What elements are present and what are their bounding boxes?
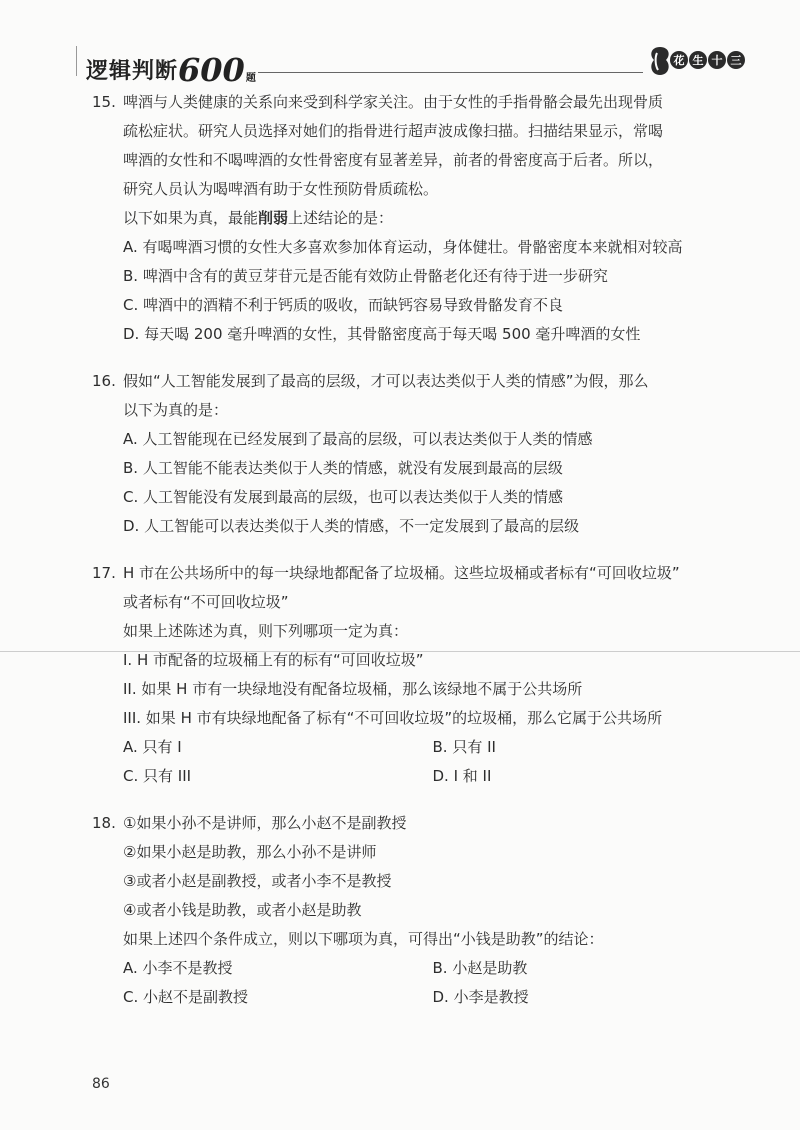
question-stem-line xyxy=(92,559,742,588)
question-stem-line: 以下为真的是： xyxy=(123,401,229,419)
answer-option: D. 每天喝 200 毫升啤酒的女性，其骨骼密度高于每天喝 500 毫升啤酒的女性 xyxy=(123,325,641,343)
question-17 xyxy=(92,559,742,791)
question-prompt: 如果上述陈述为真，则下列哪项一定为真： xyxy=(123,622,409,640)
answer-option: A. 有喝啤酒习惯的女性大多喜欢参加体育运动，身体健壮。骨骼密度本来就相对较高 xyxy=(123,238,683,256)
answer-option: B. 只有 II xyxy=(432,738,496,756)
question-stem-line: ④或者小钱是助教，或者小赵是助教 xyxy=(123,901,362,919)
question-stem-text: 啤酒与人类健康的关系向来受到科学家关注。由于女性的手指骨骼会最先出现骨质 xyxy=(123,93,664,111)
book-title-text: 逻辑判断 xyxy=(86,59,179,84)
question-stem-text: 假如“人工智能发展到了最高的层级，才可以表达类似于人类的情感”为假，那么 xyxy=(123,372,649,390)
answer-option: D. 小李是教授 xyxy=(432,988,529,1006)
answer-option: B. 小赵是助教 xyxy=(432,959,528,977)
question-stem-text: H 市在公共场所中的每一块绿地都配备了垃圾桶。这些垃圾桶或者标有“可回收垃圾” xyxy=(123,564,680,582)
answer-option-row xyxy=(92,983,742,1012)
answer-option-row xyxy=(92,762,742,791)
question-stem-line: 或者标有“不可回收垃圾” xyxy=(123,593,289,611)
answer-option-row xyxy=(92,954,742,983)
answer-option: A. 人工智能现在已经发展到了最高的层级，可以表达类似于人类的情感 xyxy=(123,430,593,448)
answer-option: C. 只有 III xyxy=(123,767,192,785)
peanut-icon xyxy=(645,45,675,75)
question-prompt: 如果上述四个条件成立，则以下哪项为真，可得出“小钱是助教”的结论： xyxy=(123,930,604,948)
answer-option: D. I 和 II xyxy=(432,767,492,785)
brand-char: 生 xyxy=(689,51,707,69)
question-stem-line: ②如果小赵是助教，那么小孙不是讲师 xyxy=(123,843,377,861)
header-left-rule xyxy=(76,46,77,76)
question-stem-line xyxy=(92,88,742,117)
answer-option: C. 人工智能没有发展到最高的层级，也可以表达类似于人类的情感 xyxy=(123,488,564,506)
statement: III. 如果 H 市有块绿地配备了标有“不可回收垃圾”的垃圾桶，那么它属于公共场所 xyxy=(123,709,663,727)
answer-option: D. 人工智能可以表达类似于人类的情感，不一定发展到了最高的层级 xyxy=(123,517,580,535)
answer-option: C. 小赵不是副教授 xyxy=(123,988,249,1006)
brand-text xyxy=(669,51,745,69)
question-stem-line: 啤酒的女性和不喝啤酒的女性骨密度有显著差异，前者的骨密度高于后者。所以， xyxy=(123,151,664,169)
answer-option: B. 人工智能不能表达类似于人类的情感，就没有发展到最高的层级 xyxy=(123,459,563,477)
page-number: 86 xyxy=(92,1076,110,1092)
question-18 xyxy=(92,809,742,1012)
question-number: 15. xyxy=(92,93,116,111)
header-rule xyxy=(258,72,643,73)
book-title-number: 600 xyxy=(178,51,245,89)
book-title-suffix: 题 xyxy=(245,73,257,84)
question-prompt xyxy=(92,204,742,233)
answer-option: B. 啤酒中含有的黄豆芽苷元是否能有效防止骨骼老化还有待于进一步研究 xyxy=(123,267,608,285)
brand-logo xyxy=(645,44,745,76)
question-stem-text: ①如果小孙不是讲师，那么小赵不是副教授 xyxy=(123,814,407,832)
answer-option: A. 小李不是教授 xyxy=(123,959,233,977)
question-16 xyxy=(92,367,742,541)
answer-option-row xyxy=(92,733,742,762)
page-content xyxy=(92,88,742,1030)
page-header xyxy=(0,40,800,89)
prompt-before: 以下如果为真，最能 xyxy=(123,209,259,227)
book-title xyxy=(86,48,257,89)
prompt-emphasis: 削弱 xyxy=(258,209,289,227)
scan-fold-line xyxy=(0,651,800,652)
question-stem-line: 疏松症状。研究人员选择对她们的指骨进行超声波成像扫描。扫描结果显示，常喝 xyxy=(123,122,664,140)
answer-option: A. 只有 I xyxy=(123,738,182,756)
answer-option: C. 啤酒中的酒精不利于钙质的吸收，而缺钙容易导致骨骼发育不良 xyxy=(123,296,564,314)
question-stem-line xyxy=(92,367,742,396)
question-stem-line xyxy=(92,809,742,838)
prompt-after: 上述结论的是： xyxy=(288,209,394,227)
brand-char: 花 xyxy=(670,51,688,69)
question-15 xyxy=(92,88,742,349)
statement: II. 如果 H 市有一块绿地没有配备垃圾桶，那么该绿地不属于公共场所 xyxy=(123,680,583,698)
question-number: 18. xyxy=(92,814,116,832)
brand-char: 三 xyxy=(727,51,745,69)
statement: I. H 市配备的垃圾桶上有的标有“可回收垃圾” xyxy=(123,651,424,669)
question-number: 16. xyxy=(92,372,116,390)
question-stem-line: ③或者小赵是副教授，或者小李不是教授 xyxy=(123,872,392,890)
question-number: 17. xyxy=(92,564,116,582)
brand-char: 十 xyxy=(708,51,726,69)
question-stem-line: 研究人员认为喝啤酒有助于女性预防骨质疏松。 xyxy=(123,180,439,198)
